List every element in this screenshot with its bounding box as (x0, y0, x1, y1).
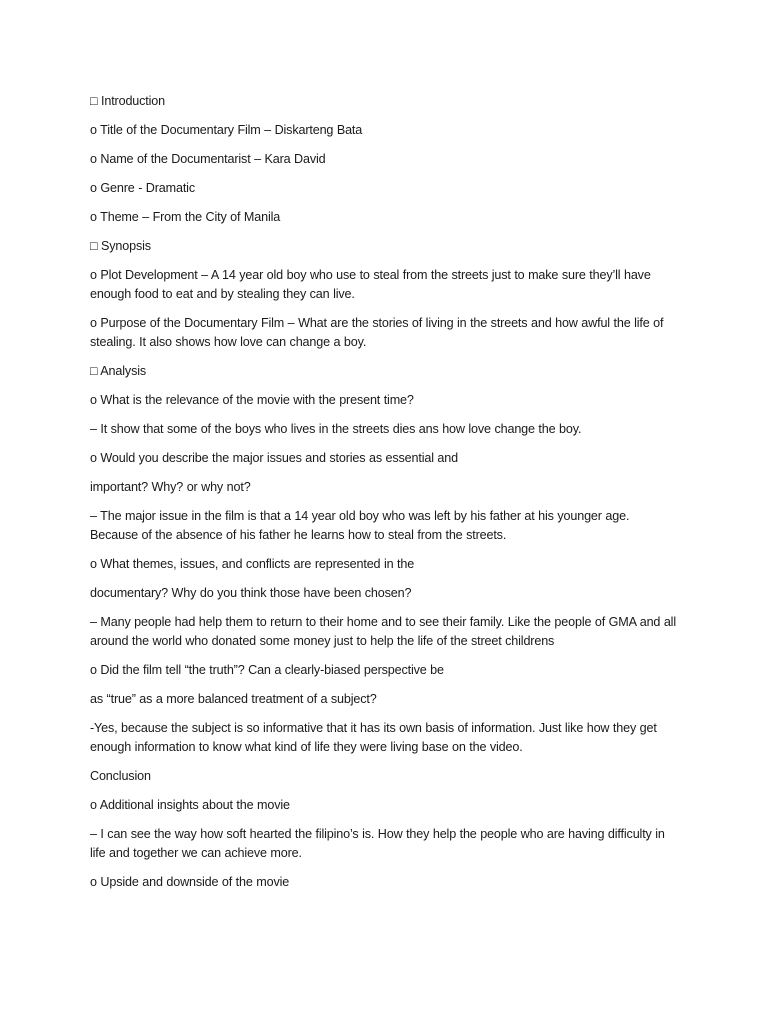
answer-additional-insights: – I can see the way how soft hearted the filipino’s is. How they help the people who are having difficulty in life and together we can achieve more. (90, 827, 665, 860)
question-relevance: o What is the relevance of the movie with the present time? (90, 393, 414, 407)
heading-analysis: □ Analysis (90, 364, 147, 378)
item-title: o Title of the Documentary Film – Diskarteng Bata (90, 123, 363, 137)
item-theme: o Theme – From the City of Manila (90, 210, 281, 224)
heading-conclusion: Conclusion (90, 769, 151, 783)
answer-themes: – Many people had help them to return to their home and to see their family. Like the people of GMA and all around the world who donated some money just to help the life of the street childrens (90, 615, 676, 648)
item-purpose: o Purpose of the Documentary Film – What are the stories of living in the streets and how awful the life of stealing. It also shows how love can change a boy. (90, 316, 664, 349)
item-documentarist: o Name of the Documentarist – Kara David (90, 152, 326, 166)
item-genre: o Genre - Dramatic (90, 181, 195, 195)
answer-major-issues: – The major issue in the film is that a 14 year old boy who was left by his father at his younger age. Because of the absence of his father he learns how to steal from the streets. (90, 509, 630, 542)
question-major-issues-line-1: o Would you describe the major issues and stories as essential and (90, 451, 458, 465)
answer-relevance: – It show that some of the boys who lives in the streets dies ans how love change the boy. (90, 422, 582, 436)
heading-synopsis: □ Synopsis (90, 239, 151, 253)
question-truth-line-1: o Did the film tell “the truth”? Can a clearly-biased perspective be (90, 663, 444, 677)
question-major-issues-line-2: important? Why? or why not? (90, 480, 251, 494)
item-upside-downside: o Upside and downside of the movie (90, 875, 290, 889)
item-additional-insights: o Additional insights about the movie (90, 798, 290, 812)
question-themes-line-2: documentary? Why do you think those have been chosen? (90, 586, 412, 600)
document-page (90, 92, 680, 892)
question-themes-line-1: o What themes, issues, and conflicts are represented in the (90, 557, 415, 571)
item-plot-development: o Plot Development – A 14 year old boy who use to steal from the streets just to make sure they’ll have enough food to eat and by stealing they can live. (90, 268, 651, 301)
heading-introduction: □ Introduction (90, 94, 166, 108)
answer-truth: -Yes, because the subject is so informative that it has its own basis of information. Just like how they get enough information to know what kind of life they were living base on the video. (90, 721, 657, 754)
question-truth-line-2: as “true” as a more balanced treatment of a subject? (90, 692, 377, 706)
